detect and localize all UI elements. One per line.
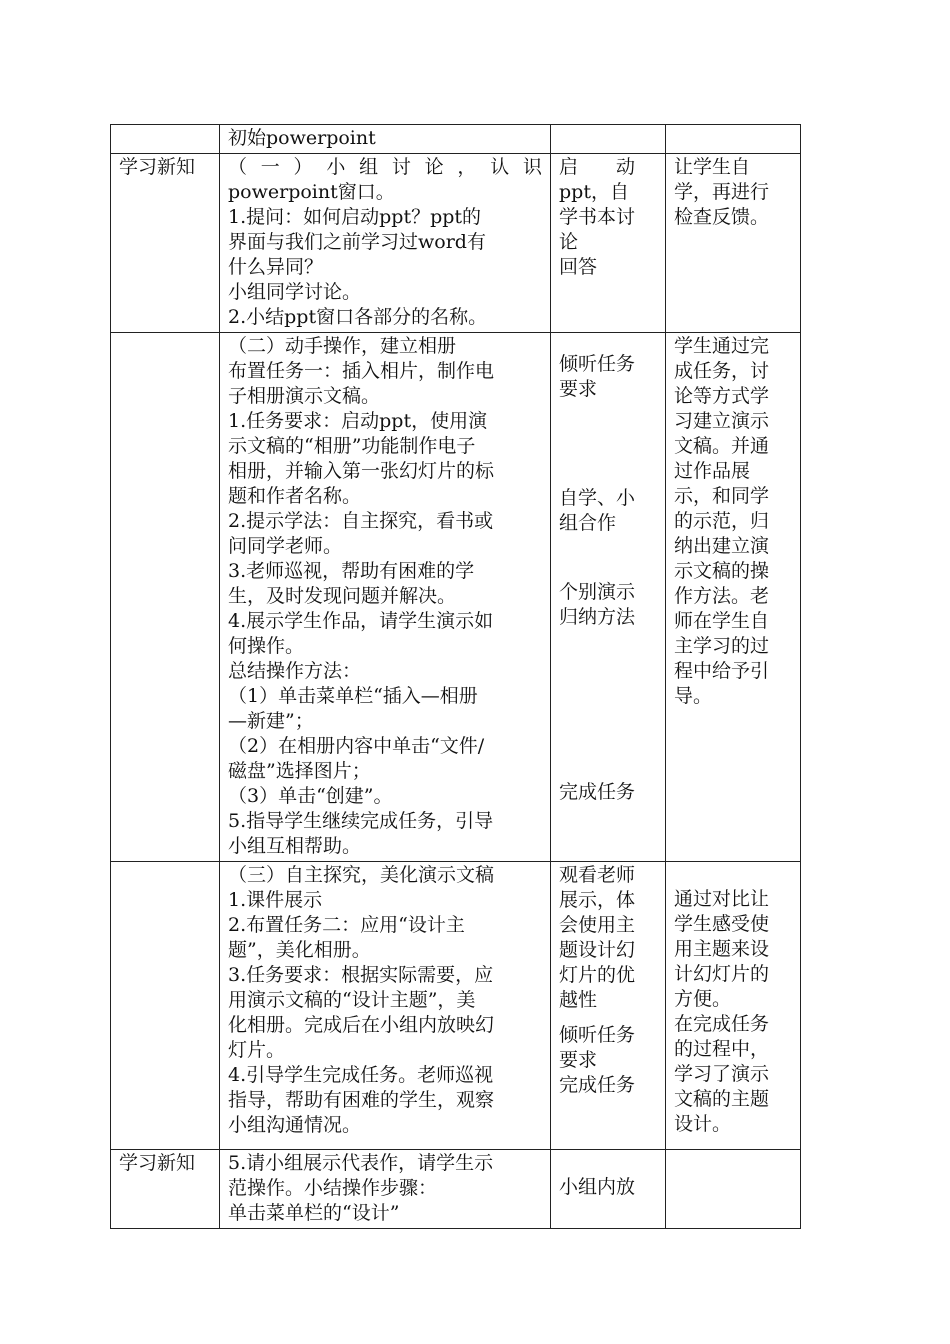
activity-line: 倾听任务 bbox=[559, 1024, 636, 1046]
content-cell bbox=[220, 1150, 551, 1229]
content-line: 什么异同？ bbox=[228, 256, 324, 278]
content-line: 2.布置任务二：应用“设计主 bbox=[228, 914, 465, 936]
intent-line: 论等方式学 bbox=[674, 385, 770, 407]
intent-line: 用主题来设 bbox=[674, 938, 770, 960]
activity-line: 越性 bbox=[559, 989, 598, 1011]
activity-line: 完成任务 bbox=[559, 1074, 636, 1096]
content-line: 4.引导学生完成任务。老师巡视 bbox=[228, 1064, 494, 1086]
intent-cell bbox=[666, 862, 801, 1150]
intent-line: 在完成任务 bbox=[674, 1013, 770, 1035]
content-line: 用演示文稿的“设计主题”，美 bbox=[228, 989, 476, 1011]
content-line: 化相册。完成后在小组内放映幻 bbox=[228, 1014, 495, 1036]
content-line: 3.老师巡视，帮助有困难的学 bbox=[228, 560, 475, 582]
content-cell bbox=[220, 862, 551, 1150]
lesson-plan-table bbox=[110, 124, 801, 1229]
activity-line: 回答 bbox=[559, 256, 598, 278]
activity-cell bbox=[551, 333, 666, 862]
activity-line: 学书本讨 bbox=[559, 206, 636, 228]
intent-line: 通过对比让 bbox=[674, 888, 770, 910]
intent-line: 示，和同学 bbox=[674, 485, 770, 507]
content-line: 生，及时发现问题并解决。 bbox=[228, 585, 457, 607]
content-cell bbox=[220, 333, 551, 862]
intent-line: 设计。 bbox=[674, 1113, 732, 1135]
intent-line: 程中给予引 bbox=[674, 660, 770, 682]
activity-line: 自学、小 bbox=[559, 487, 636, 509]
content-line: 小组互相帮助。 bbox=[228, 835, 362, 857]
content-line: （1）单击菜单栏“插入—相册 bbox=[228, 685, 478, 707]
activity-line: 会使用主 bbox=[559, 914, 636, 936]
activity-cell bbox=[551, 125, 666, 154]
intent-cell bbox=[666, 125, 801, 154]
activity-line: 题设计幻 bbox=[559, 939, 636, 961]
activity-line: 展示，体 bbox=[559, 889, 636, 911]
intent-line: 学习了演示 bbox=[674, 1063, 770, 1085]
content-line: （3）单击“创建”。 bbox=[228, 785, 393, 807]
content-line: 界面与我们之前学习过word有 bbox=[228, 231, 486, 253]
intent-cell bbox=[666, 154, 801, 333]
activity-cell bbox=[551, 1150, 666, 1229]
content-line: 3.任务要求：根据实际需要，应 bbox=[228, 964, 494, 986]
intent-line: 示文稿的操 bbox=[674, 560, 770, 582]
intent-line: 的过程中， bbox=[674, 1038, 770, 1060]
content-line: 2.小结ppt窗口各部分的名称。 bbox=[228, 306, 488, 328]
content-line: 总结操作方法： bbox=[228, 660, 362, 682]
content-line: （一）小组讨论，认识 bbox=[228, 156, 542, 178]
intent-line: 纳出建立演 bbox=[674, 535, 770, 557]
activity-line: 完成任务 bbox=[559, 781, 636, 803]
stage-cell bbox=[111, 125, 220, 154]
intent-line: 文稿的主题 bbox=[674, 1088, 770, 1110]
intent-cell bbox=[666, 1150, 801, 1229]
activity-line: 组合作 bbox=[559, 512, 617, 534]
activity-line: 要求 bbox=[559, 1049, 598, 1071]
content-cell bbox=[220, 125, 551, 154]
intent-line: 导。 bbox=[674, 685, 713, 707]
activity-line: 灯片的优 bbox=[559, 964, 636, 986]
content-line: 指导，帮助有困难的学生，观察 bbox=[228, 1089, 495, 1111]
content-line: 4.展示学生作品，请学生演示如 bbox=[228, 610, 494, 632]
content-line: （二）动手操作，建立相册 bbox=[228, 335, 457, 357]
intent-line: 过作品展 bbox=[674, 460, 751, 482]
intent-line: 方便。 bbox=[674, 988, 732, 1010]
intent-line: 师在学生自 bbox=[674, 610, 770, 632]
intent-line: 作方法。老 bbox=[674, 585, 770, 607]
content-line: 单击菜单栏的“设计” bbox=[228, 1202, 400, 1224]
content-line: （2）在相册内容中单击“文件/ bbox=[228, 735, 485, 757]
stage-cell bbox=[111, 333, 220, 862]
content-line: （三）自主探究，美化演示文稿 bbox=[228, 864, 495, 886]
table-row bbox=[111, 1150, 801, 1229]
content-line: 磁盘”选择图片； bbox=[228, 760, 371, 782]
intent-line: 计幻灯片的 bbox=[674, 963, 770, 985]
content-line: 示文稿的“相册”功能制作电子 bbox=[228, 435, 476, 457]
content-line: 2.提示学法：自主探究，看书或 bbox=[228, 510, 494, 532]
content-line: 小组沟通情况。 bbox=[228, 1114, 362, 1136]
intent-line: 主学习的过 bbox=[674, 635, 770, 657]
activity-line: 论 bbox=[559, 231, 579, 253]
content-line: powerpoint窗口。 bbox=[228, 181, 395, 203]
content-line: 1.课件展示 bbox=[228, 889, 323, 911]
intent-line: 学生通过完 bbox=[674, 335, 770, 357]
content-line: 题”，美化相册。 bbox=[228, 939, 371, 961]
table-row bbox=[111, 125, 801, 154]
intent-line: 检查反馈。 bbox=[674, 206, 770, 228]
content-line: 初始powerpoint bbox=[228, 127, 376, 149]
content-line: 子相册演示文稿。 bbox=[228, 385, 381, 407]
activity-line: ppt，自 bbox=[559, 181, 629, 203]
content-line: 问同学老师。 bbox=[228, 535, 343, 557]
content-line: 灯片。 bbox=[228, 1039, 286, 1061]
content-line: 小组同学讨论。 bbox=[228, 281, 362, 303]
intent-line: 学生感受使 bbox=[674, 913, 770, 935]
activity-line: 要求 bbox=[559, 378, 598, 400]
content-line: 5.请小组展示代表作，请学生示 bbox=[228, 1152, 494, 1174]
activity-cell bbox=[551, 154, 666, 333]
table-row bbox=[111, 154, 801, 333]
stage-cell: 学习新知 bbox=[111, 1150, 220, 1229]
intent-line: 成任务，讨 bbox=[674, 360, 770, 382]
content-line: 范操作。小结操作步骤： bbox=[228, 1177, 438, 1199]
content-line: 何操作。 bbox=[228, 635, 305, 657]
activity-line: 个别演示 bbox=[559, 581, 636, 603]
content-line: 布置任务一：插入相片，制作电 bbox=[228, 360, 495, 382]
table-row bbox=[111, 333, 801, 862]
intent-line: 学，再进行 bbox=[674, 181, 770, 203]
activity-cell bbox=[551, 862, 666, 1150]
intent-line: 的示范，归 bbox=[674, 510, 770, 532]
activity-line: 小组内放 bbox=[559, 1176, 636, 1198]
intent-line: 文稿。并通 bbox=[674, 435, 770, 457]
activity-line: 观看老师 bbox=[559, 864, 636, 886]
content-line: 1.提问：如何启动ppt？ppt的 bbox=[228, 206, 482, 228]
stage-cell: 学习新知 bbox=[111, 154, 220, 333]
table-row bbox=[111, 862, 801, 1150]
intent-line: 让学生自 bbox=[674, 156, 751, 178]
activity-line: 倾听任务 bbox=[559, 353, 636, 375]
content-line: 题和作者名称。 bbox=[228, 485, 362, 507]
activity-line: 归纳方法 bbox=[559, 606, 636, 628]
activity-line: 启 动 bbox=[559, 156, 636, 178]
content-line: 相册，并输入第一张幻灯片的标 bbox=[228, 460, 495, 482]
content-line: 5.指导学生继续完成任务，引导 bbox=[228, 810, 494, 832]
content-line: —新建”； bbox=[228, 710, 314, 732]
content-line: 1.任务要求：启动ppt，使用演 bbox=[228, 410, 488, 432]
stage-cell bbox=[111, 862, 220, 1150]
intent-cell bbox=[666, 333, 801, 862]
content-cell bbox=[220, 154, 551, 333]
intent-line: 习建立演示 bbox=[674, 410, 770, 432]
